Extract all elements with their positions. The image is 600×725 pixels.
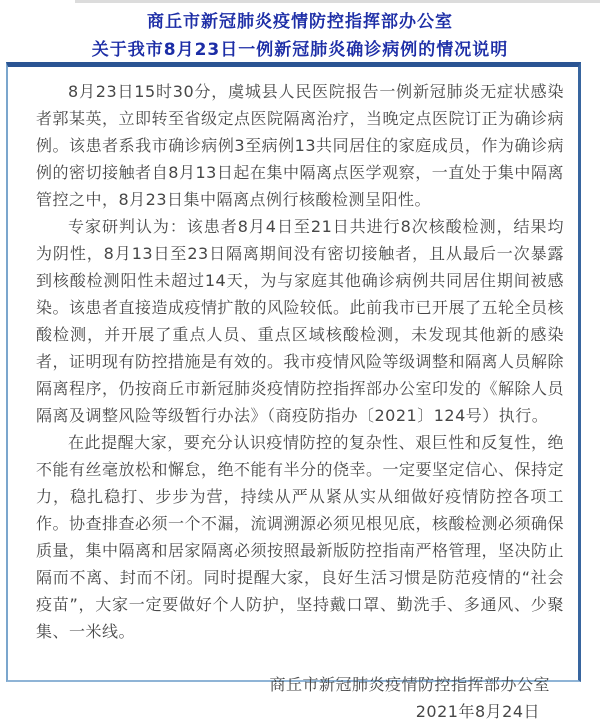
signature-block <box>36 671 564 725</box>
notice-body-box <box>6 62 581 721</box>
top-edge-artifact <box>75 0 600 3</box>
issue-date: 2021年8月24日 <box>415 702 540 721</box>
notice-title-line-1: 商丘市新冠肺炎疫情防控指挥部办公室 <box>147 12 453 32</box>
notice-body-text <box>36 78 564 645</box>
notice-paragraph-2: 专家研判认为：该患者8月4日至21日共进行8次核酸检测，结果均为阴性，8月13日至23日隔离期间没有密切接触者，且从最后一次暴露到核酸检测阳性未超过14天，为与家庭其他确诊病例共同居住期间被感染。该患者直接造成疫情扩散的风险较低。此前我市已开展了五轮全员核酸检测，并开展了重点人员、重点区域核酸检测，未发现其他新的感染者，证明现有防控措施是有效的。我市疫情风险等级调整和隔离人员解除隔离程序，仍按商丘市新冠肺炎疫情防控指挥部办公室印发的《解除人员隔离及调整风险等级暂行办法》（商疫防指办〔2021〕124号）执行。 <box>36 217 565 425</box>
notice-title-line-2: 关于我市8月23日一例新冠肺炎确诊病例的情况说明 <box>91 40 509 60</box>
notice-paragraph-3: 在此提醒大家，要充分认识疫情防控的复杂性、艰巨性和反复性，绝不能有丝毫放松和懈怠，绝不能有半分的侥幸。一定要坚定信心、保持定力，稳扎稳打、步步为营，持续从严从紧从实从细做好疫情防控各项工作。协查排查必须一个不漏，流调溯源必须见根见底，核酸检测必须确保质量，集中隔离和居家隔离必须按照最新版防控指南严格管理，坚决防止隔而不离、封而不闭。同时提醒大家，良好生活习惯是防范疫情的“社会疫苗”，大家一定要做好个人防护，坚持戴口罩、勤洗手、多通风、少聚集、一米线。 <box>36 433 565 641</box>
issuing-office-signature: 商丘市新冠肺炎疫情防控指挥部办公室 <box>269 675 550 694</box>
notice-paragraph-1: 8月23日15时30分，虞城县人民医院报告一例新冠肺炎无症状感染者郭某英，立即转至省级定点医院隔离治疗，当晚定点医院订正为确诊病例。该患者系我市确诊病例3至病例13共同居住的家庭成员，作为确诊病例的密切接触者自8月13日起在集中隔离点医学观察，一直处于集中隔离管控之中，8月23日集中隔离点例行核酸检测呈阳性。 <box>36 82 565 209</box>
notice-title <box>0 0 600 64</box>
